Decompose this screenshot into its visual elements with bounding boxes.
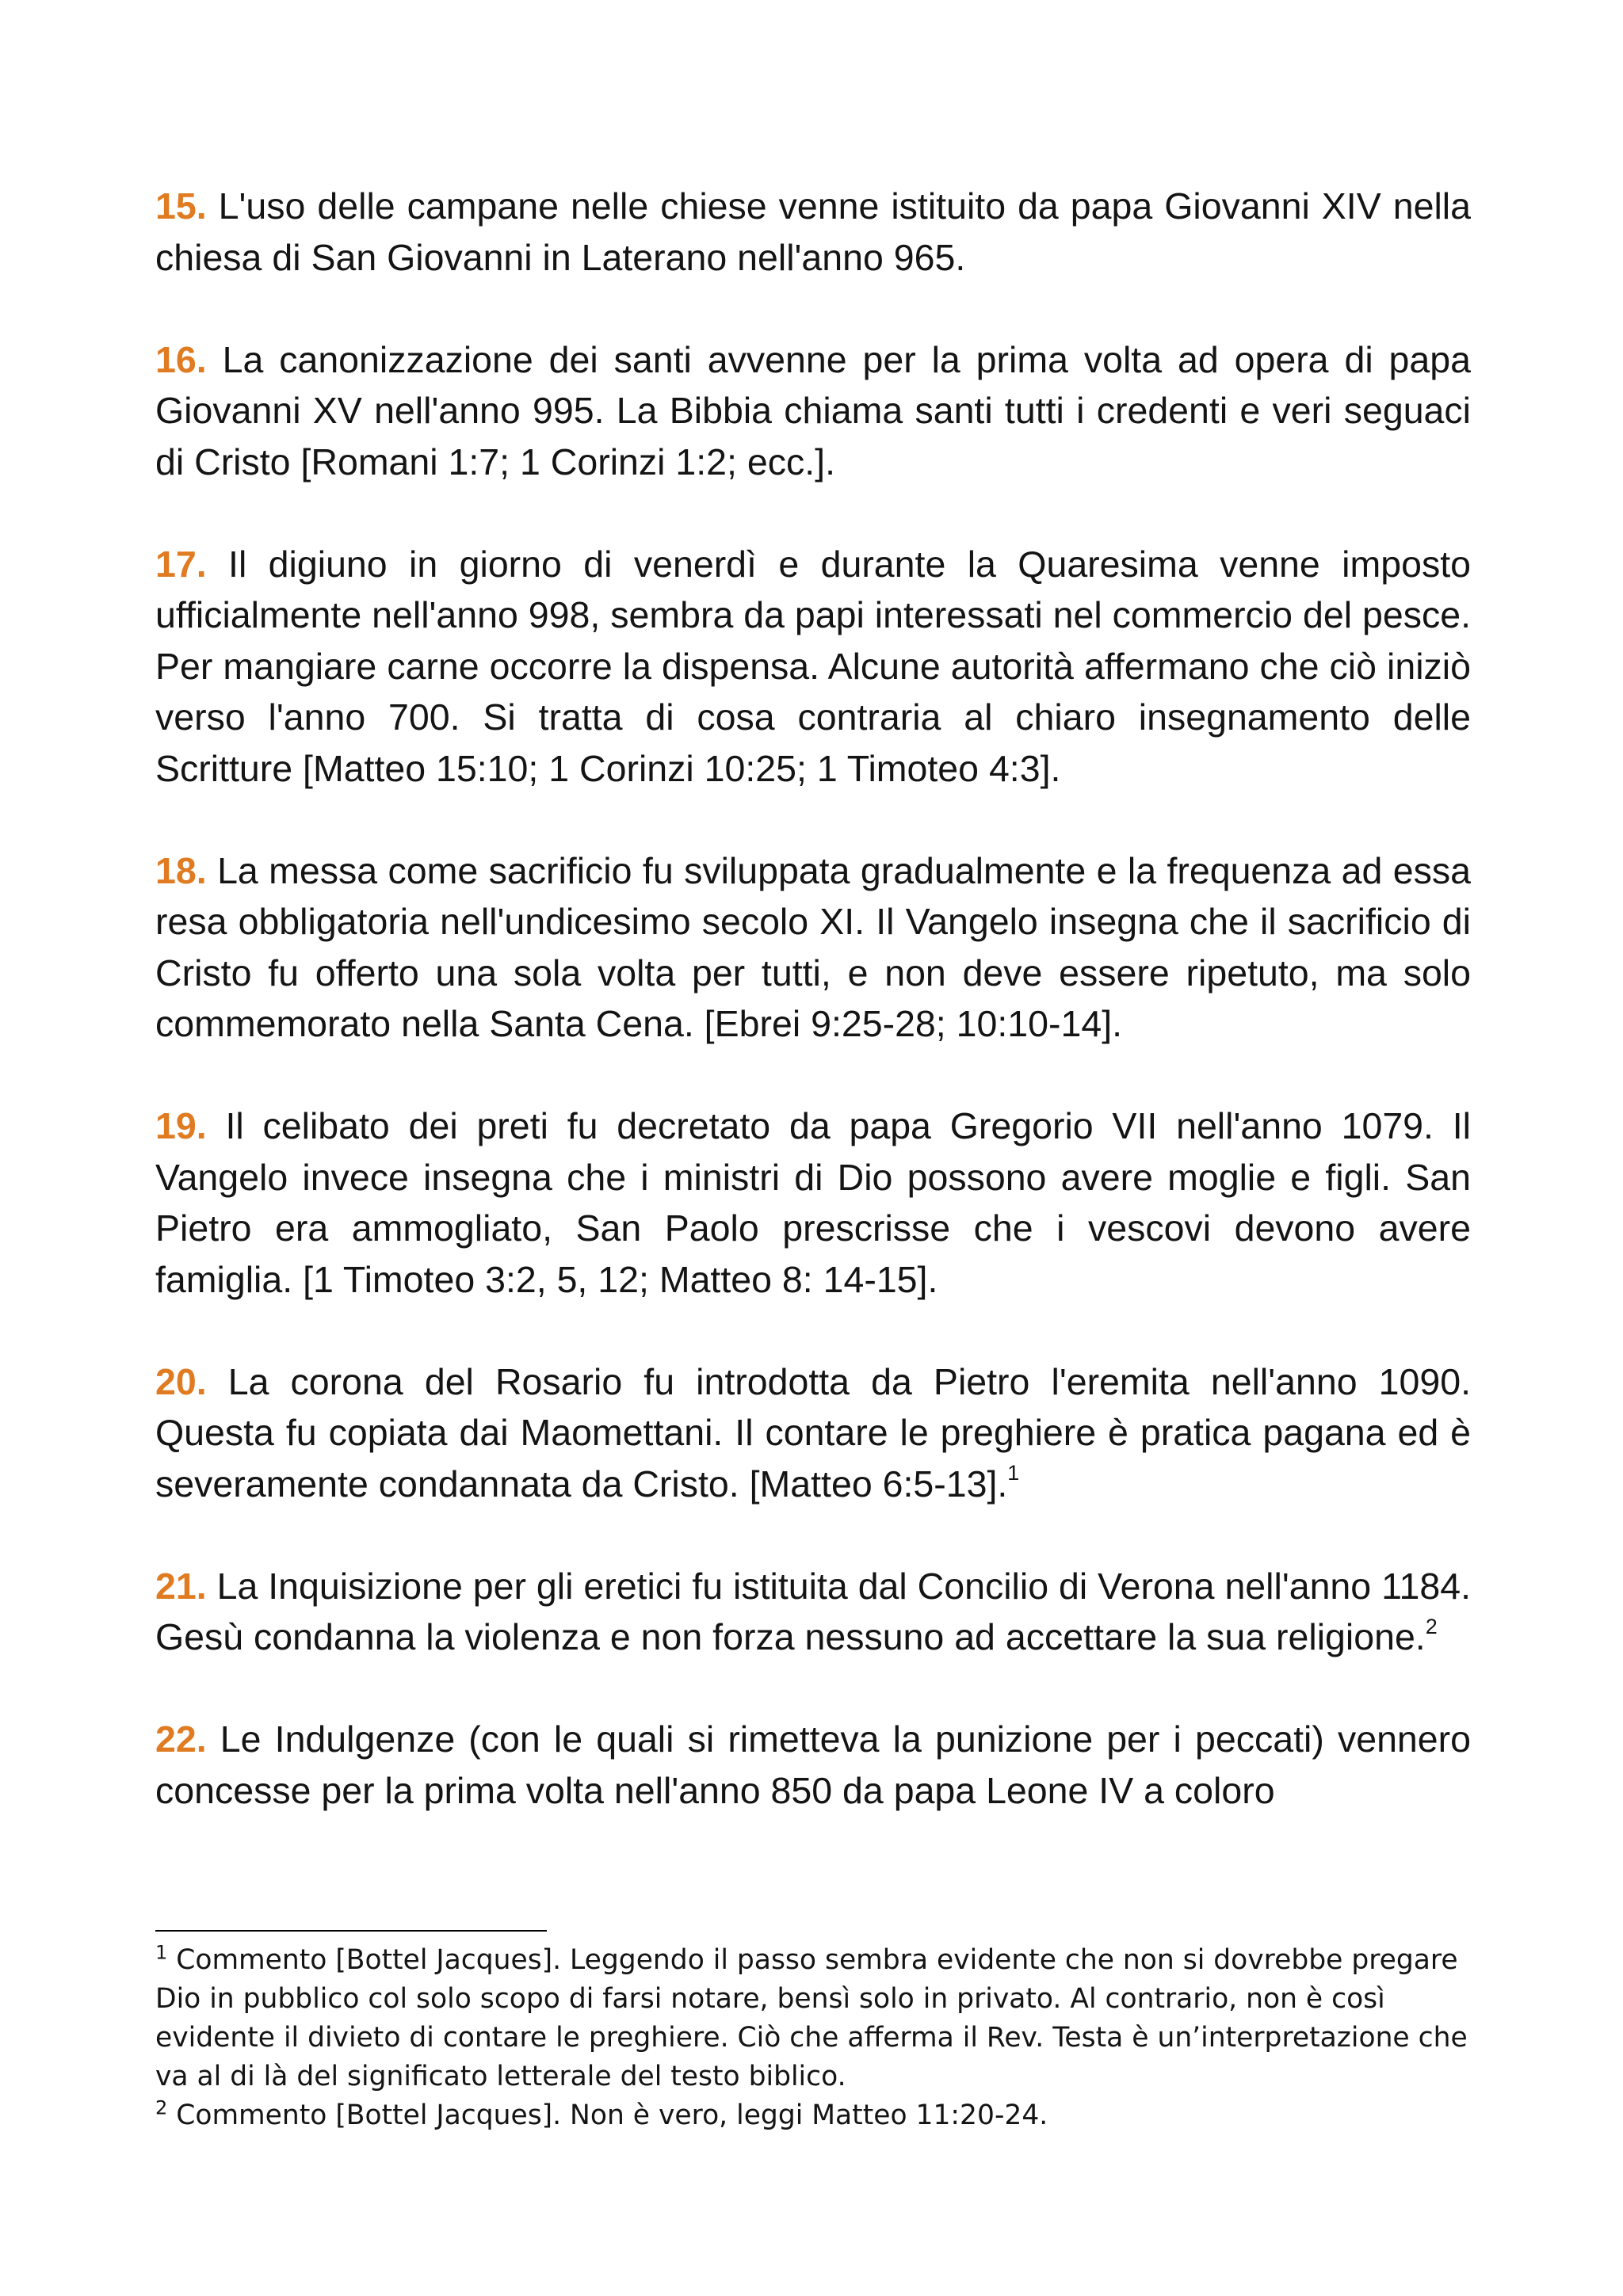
footnote-separator (155, 1930, 547, 1932)
item-text: La corona del Rosario fu introdotta da Pietro l'eremita nell'anno 1090. Questa fu copiata dai Maomettani. Il contare le preghiere è pratica pagana ed è severamente condannata da Cristo. [Matteo 6:5-13]. (155, 1360, 1472, 1505)
list-item-21 (155, 1561, 1471, 1663)
list-item-20 (155, 1356, 1471, 1510)
list-item-18 (155, 845, 1471, 1050)
item-text: La Inquisizione per gli eretici fu istituita dal Concilio di Verona nell'anno 1184. Gesù condanna la violenza e non forza nessuno ad accettare la sua religione. (155, 1565, 1472, 1657)
footnote-text: Commento [Bottel Jacques]. Leggendo il passo sembra evidente che non si dovrebbe pregare Dio in pubblico col solo scopo di farsi notare, bensì solo in privato. Al contrario, non è così evidente il divieto di contare le preghiere. Ciò che afferma il Rev. Testa è un’interpretazione che va al di là del significato letterale del testo biblico. (155, 1944, 1468, 2092)
item-number: 15. (155, 185, 207, 227)
item-number: 20. (155, 1360, 207, 1402)
item-text: L'uso delle campane nelle chiese venne istituito da papa Giovanni XIV nella chiesa di San Giovanni in Laterano nell'anno 965. (155, 185, 1471, 278)
footnote-number: 2 (155, 2096, 168, 2119)
footnote-reference-2[interactable]: 2 (1425, 1614, 1438, 1638)
list-item-15 (155, 181, 1471, 283)
item-number: 17. (155, 543, 207, 585)
item-text: Il digiuno in giorno di venerdì e durante la Quaresima venne imposto ufficialmente nell'anno 998, sembra da papi interessati nel commercio del pesce. Per mangiare carne occorre la dispensa. Alcune autorità affermano che ciò iniziò verso l'anno 700. Si tratta di cosa contraria al chiaro insegnamento delle Scritture [Matteo 15:10; 1 Corinzi 10:25; 1 Timoteo 4:3]. (155, 543, 1471, 789)
list-item-22 (155, 1714, 1471, 1816)
item-text: La messa come sacrificio fu sviluppata gradualmente e la frequenza ad essa resa obbligatoria nell'undicesimo secolo XI. Il Vangelo insegna che il sacrificio di Cristo fu offerto una sola volta per tutti, e non deve essere ripetuto, ma solo commemorato nella Santa Cena. [Ebrei 9:25-28; 10:10-14]. (155, 849, 1471, 1044)
footnotes (155, 1941, 1471, 2135)
footnote-reference-1[interactable]: 1 (1007, 1461, 1020, 1485)
item-number: 21. (155, 1565, 207, 1607)
list-item-16 (155, 334, 1471, 488)
item-text: Il celibato dei preti fu decretato da papa Gregorio VII nell'anno 1079. Il Vangelo invece insegna che i ministri di Dio possono avere moglie e figli. San Pietro era ammogliato, San Paolo prescrisse che i vescovi devono avere famiglia. [1 Timoteo 3:2, 5, 12; Matteo 8: 14-15]. (155, 1105, 1472, 1300)
footnote-text: Commento [Bottel Jacques]. Non è vero, leggi Matteo 11:20-24. (167, 2100, 1048, 2131)
item-text: La canonizzazione dei santi avvenne per la prima volta ad opera di papa Giovanni XV nell'anno 995. La Bibbia chiama santi tutti i credenti e veri seguaci di Cristo [Romani 1:7; 1 Corinzi 1:2; ecc.]. (155, 338, 1471, 482)
item-text: Le Indulgenze (con le quali si rimetteva la punizione per i peccati) vennero concesse per la prima volta nell'anno 850 da papa Leone IV a coloro (155, 1718, 1471, 1811)
item-number: 18. (155, 849, 207, 891)
item-number: 16. (155, 338, 207, 380)
footnote-1 (155, 1941, 1471, 2096)
footnote-2 (155, 2096, 1471, 2135)
footnote-number: 1 (155, 1941, 168, 1964)
list-item-19 (155, 1100, 1471, 1305)
item-number: 19. (155, 1105, 207, 1146)
list-item-17 (155, 539, 1471, 795)
item-number: 22. (155, 1718, 207, 1760)
main-text (155, 181, 1471, 1867)
